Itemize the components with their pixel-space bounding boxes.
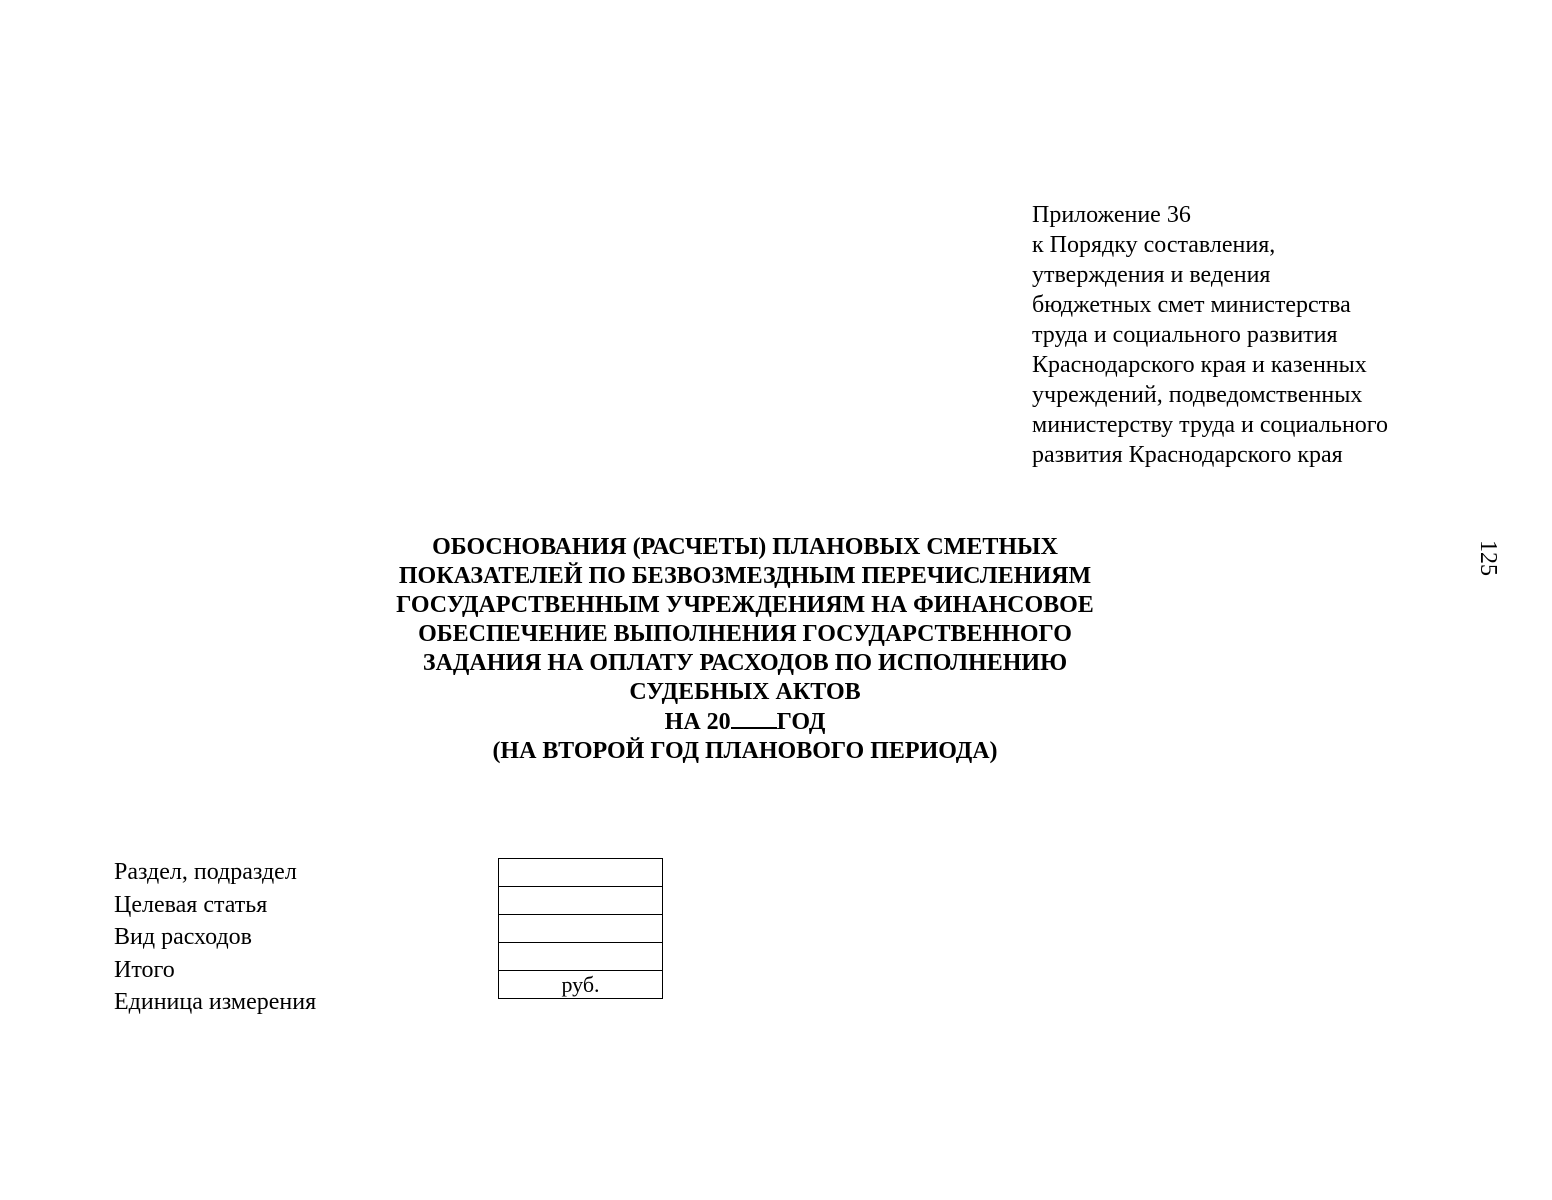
label-target-article: Целевая статья	[114, 891, 268, 918]
section-code-cell[interactable]	[499, 859, 663, 887]
appendix-line: учреждений, подведомственных	[1032, 382, 1363, 408]
appendix-line: утверждения и ведения	[1032, 262, 1271, 288]
code-labels	[114, 856, 316, 1019]
table-row	[499, 943, 663, 971]
total-cell[interactable]	[499, 943, 663, 971]
year-prefix: НА 20	[664, 709, 731, 735]
title-period: (НА ВТОРОЙ ГОД ПЛАНОВОГО ПЕРИОДА)	[492, 738, 998, 764]
table-row	[499, 915, 663, 943]
appendix-note	[1032, 200, 1452, 470]
title-line: ОБОСНОВАНИЯ (РАСЧЕТЫ) ПЛАНОВЫХ СМЕТНЫХ	[432, 534, 1058, 560]
label-total: Итого	[114, 956, 175, 983]
title-line: СУДЕБНЫХ АКТОВ	[629, 679, 861, 705]
title-line: ОБЕСПЕЧЕНИЕ ВЫПОЛНЕНИЯ ГОСУДАРСТВЕННОГО	[418, 621, 1072, 647]
title-line: ЗАДАНИЯ НА ОПЛАТУ РАСХОДОВ ПО ИСПОЛНЕНИЮ	[422, 650, 1068, 676]
code-table	[498, 858, 663, 999]
table-row	[499, 859, 663, 887]
label-expense-type: Вид расходов	[114, 924, 252, 950]
year-suffix: ГОД	[776, 709, 826, 735]
label-section: Раздел, подраздел	[114, 859, 297, 885]
year-blank	[731, 707, 777, 729]
table-row	[499, 971, 663, 999]
title-line: ГОСУДАРСТВЕННЫМ УЧРЕЖДЕНИЯМ НА ФИНАНСОВОЕ	[396, 592, 1094, 618]
appendix-line: Приложение 36	[1032, 202, 1191, 228]
target-article-cell[interactable]	[499, 887, 663, 915]
expense-type-cell[interactable]	[499, 915, 663, 943]
appendix-line: развития Краснодарского края	[1032, 442, 1343, 468]
appendix-line: труда и социального развития	[1032, 322, 1338, 348]
unit-cell: руб.	[499, 971, 663, 999]
page-number: 125	[1475, 540, 1501, 576]
appendix-line: к Порядку составления,	[1032, 232, 1276, 258]
label-unit: Единица измерения	[114, 989, 317, 1015]
title-year-line	[300, 707, 1190, 737]
appendix-line: Краснодарского края и казенных	[1032, 352, 1367, 378]
title-line: ПОКАЗАТЕЛЕЙ ПО БЕЗВОЗМЕЗДНЫМ ПЕРЕЧИСЛЕНИЯМ	[398, 563, 1092, 589]
table-row	[499, 887, 663, 915]
document-title	[300, 533, 1190, 766]
appendix-line: министерству труда и социального	[1032, 412, 1389, 438]
appendix-line: бюджетных смет министерства	[1032, 292, 1351, 318]
